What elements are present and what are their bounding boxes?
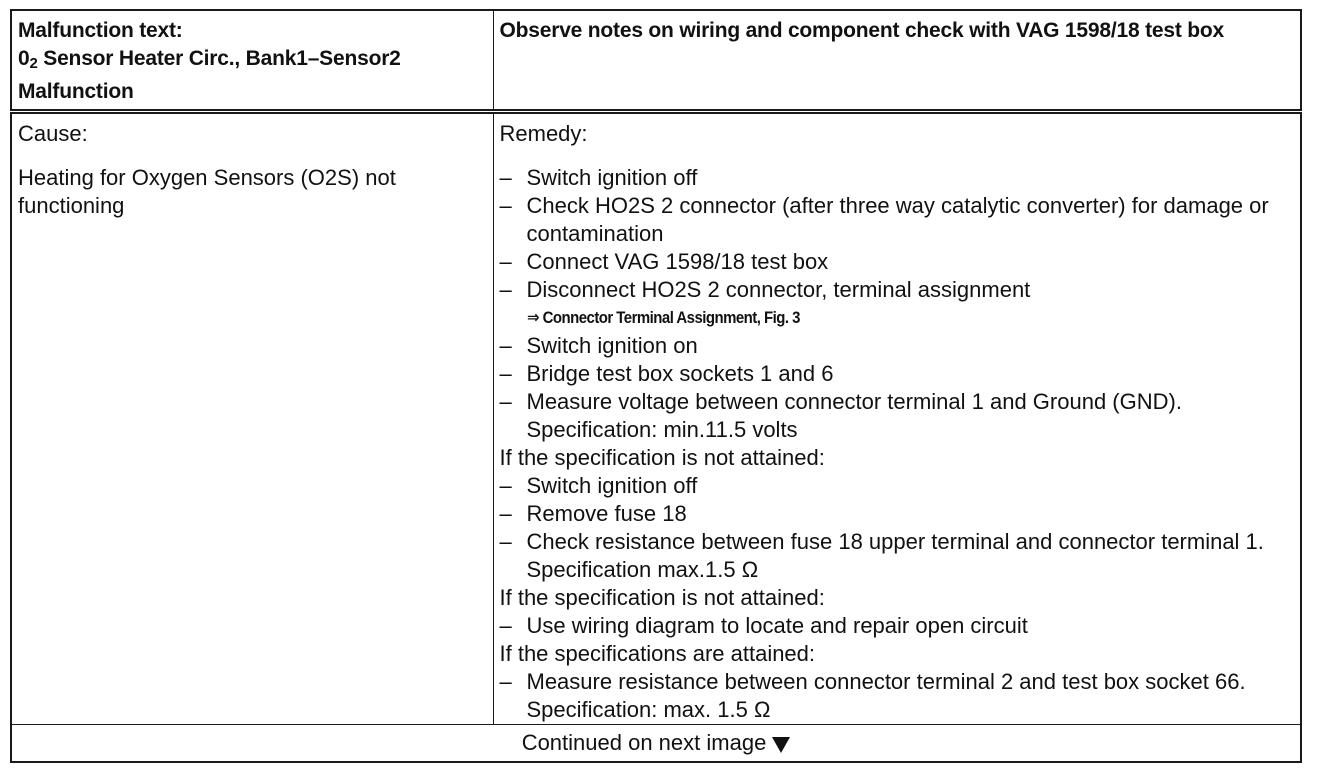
condition-note: If the specification is not attained:: [499, 585, 825, 610]
remedy-label: Remedy:: [499, 121, 588, 146]
remedy-step: [500, 668, 1295, 724]
step-text: Measure resistance between connector terminal 2 and test box socket 66. Specification: max. 1.5 Ω: [526, 669, 1246, 722]
step-text: Measure voltage between connector terminal 1 and Ground (GND). Specification: min.11.5 volts: [526, 389, 1182, 442]
step-text: Check resistance between fuse 18 upper terminal and connector terminal 1. Specification max.1.5 Ω: [526, 529, 1264, 582]
step-text: Disconnect HO2S 2 connector, terminal assignment: [526, 277, 1031, 302]
cause-text: Heating for Oxygen Sensors (O2S) not functioning: [18, 165, 396, 218]
step-dash: –: [499, 361, 512, 386]
condition-note: If the specifications are attained:: [499, 641, 816, 666]
remedy-step: [500, 472, 1295, 500]
continued-footer: [11, 725, 1301, 763]
malfunction-text-cell: [11, 10, 493, 112]
cause-label: Cause:: [18, 121, 88, 146]
remedy-step: [500, 612, 1295, 640]
step-dash: –: [499, 473, 512, 498]
notes-header-text: Observe notes on wiring and component check with VAG 1598/18 test box: [499, 19, 1224, 42]
step-text: Check HO2S 2 connector (after three way catalytic converter) for damage or contamination: [526, 193, 1269, 246]
header-row: [11, 10, 1301, 112]
step-dash: –: [499, 333, 512, 358]
remedy-cell: [493, 112, 1301, 725]
remedy-step: [500, 500, 1295, 528]
continued-text: Continued on next image: [521, 730, 767, 755]
cause-cell: [11, 112, 493, 725]
step-dash: –: [499, 277, 512, 302]
step-text: Switch ignition off: [526, 165, 698, 190]
malfunction-label-end: Malfunction: [18, 80, 134, 103]
step-dash: –: [499, 165, 512, 190]
remedy-step: [500, 192, 1295, 248]
step-text: Remove fuse 18: [526, 501, 687, 526]
document-page: [10, 9, 1300, 763]
step-dash: –: [499, 669, 512, 694]
body-row: [11, 112, 1301, 725]
notes-header-cell: [493, 10, 1301, 112]
footer-row: [11, 725, 1301, 763]
step-text: Switch ignition on: [526, 333, 698, 358]
remedy-step: [500, 332, 1295, 360]
down-triangle-icon: [772, 737, 790, 753]
step-text: Bridge test box sockets 1 and 6: [526, 361, 834, 386]
step-text: Use wiring diagram to locate and repair open circuit: [526, 613, 1028, 638]
remedy-list: [500, 164, 1295, 724]
remedy-step: [500, 528, 1295, 584]
step-dash: –: [499, 193, 512, 218]
remedy-step: [500, 164, 1295, 192]
remedy-step: [500, 360, 1295, 388]
step-dash: –: [499, 501, 512, 526]
step-dash: –: [499, 529, 512, 554]
step-dash: –: [499, 389, 512, 414]
condition-note: If the specification is not attained:: [499, 445, 825, 470]
step-text: Connect VAG 1598/18 test box: [526, 249, 829, 274]
malfunction-label: Malfunction text:: [18, 19, 183, 42]
remedy-step: [500, 276, 1295, 332]
malfunction-code: $0_2$ Sensor Heater Circ., Bank1–Sensor2: [18, 47, 401, 72]
step-dash: –: [499, 613, 512, 638]
diagnostic-table: [10, 9, 1302, 763]
step-text: Switch ignition off: [526, 473, 698, 498]
remedy-step: [500, 248, 1295, 276]
connector-terminal-assignment-link[interactable]: ⇒ Connector Terminal Assignment, Fig. 3: [526, 308, 800, 327]
step-dash: –: [499, 249, 512, 274]
remedy-step: [500, 388, 1295, 444]
